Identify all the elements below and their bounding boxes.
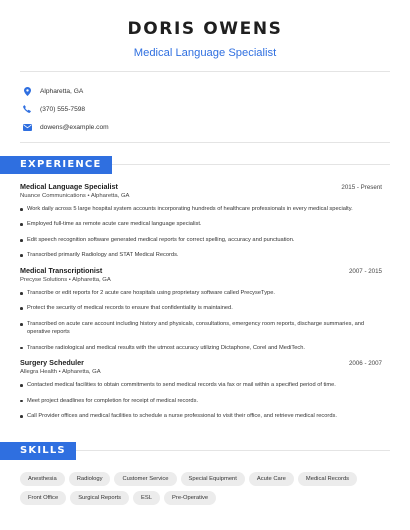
- job-bullet: Call Provider offices and medical facilities to schedule a nurse professional to visit their office, and retrieve medical records.: [20, 412, 382, 420]
- job-bullet: Edit speech recognition software generated medical reports for correct spelling, accuracy and punctuation.: [20, 236, 382, 244]
- experience-heading: EXPERIENCE: [0, 156, 112, 174]
- skill-chip: Acute Care: [249, 472, 294, 486]
- skills-list: [0, 460, 410, 505]
- contact-list: [0, 72, 410, 136]
- skill-chip: Front Office: [20, 491, 66, 505]
- divider: [20, 142, 390, 143]
- job-bullet: Transcribe radiological and medical results with the utmost accuracy utilizing Dictaphone, Corel and MediTech.: [20, 344, 382, 352]
- job-company: Nuance Communications • Alpharetta, GA: [20, 193, 130, 199]
- job-bullet: Contacted medical facilities to obtain commitments to send medical records via fax or mail within a specified period of time.: [20, 381, 382, 389]
- skills-heading: SKILLS: [0, 442, 76, 460]
- job-position: Medical Language Specialist: [20, 182, 118, 191]
- resume-header: [0, 0, 410, 60]
- job-entry: [0, 182, 410, 260]
- skill-chip: Pre-Operative: [164, 491, 216, 505]
- job-dates: 2006 - 2007: [348, 360, 382, 368]
- job-position: Medical Transcriptionist: [20, 265, 103, 275]
- contact-location: [22, 82, 410, 100]
- experience-section-header: [0, 156, 410, 174]
- skill-chip: Customer Service: [114, 472, 176, 486]
- location-pin-icon: [22, 86, 32, 96]
- job-bullet: Employed full-time as remote acute care medical language specialist.: [20, 220, 382, 228]
- job-dates: 2007 - 2015: [348, 267, 382, 275]
- contact-email-text: dowens@example.com: [40, 123, 109, 131]
- job-bullets: [20, 205, 382, 260]
- contact-phone-text: (370) 555-7598: [40, 105, 86, 113]
- job-bullet: Meet project deadlines for completion for receipt of medical records.: [20, 397, 382, 405]
- job-title-headline: Medical Language Specialist: [133, 47, 277, 59]
- skill-chip: Surgical Reports: [70, 491, 129, 505]
- skill-chip: Radiology: [69, 472, 111, 486]
- candidate-name: DORIS OWENS: [127, 19, 283, 39]
- contact-phone: [22, 100, 410, 118]
- skills-section-header: [0, 442, 410, 460]
- job-bullets: [20, 289, 382, 352]
- skill-chip: ESL: [133, 491, 160, 505]
- job-bullets: [20, 381, 382, 420]
- job-company: Allegra Health • Alpharetta, GA: [20, 369, 101, 376]
- contact-location-text: Alpharetta, GA: [40, 87, 84, 95]
- skill-chip: Anesthesia: [20, 472, 65, 486]
- contact-email: [22, 118, 410, 136]
- skill-chip: Medical Records: [298, 472, 357, 486]
- phone-icon: [22, 104, 32, 114]
- job-bullet: Transcribed on acute care account including history and physicals, consultations, emergency room reports, discharge summaries, and operative reports: [20, 320, 382, 337]
- envelope-icon: [22, 122, 32, 132]
- job-dates: 2015 - Present: [341, 184, 382, 191]
- job-entry: [0, 358, 410, 420]
- skill-chip: Special Equipment: [181, 472, 245, 486]
- job-bullet: Protect the security of medical records to ensure that confidentiality is maintained.: [20, 304, 382, 312]
- job-bullet: Work daily across 5 large hospital system accounts incorporating hundreds of healthcare professionals in every medical specialty.: [20, 205, 382, 213]
- job-position: Surgery Scheduler: [20, 358, 84, 368]
- job-company: Precyse Solutions • Alpharetta, GA: [20, 276, 111, 283]
- job-bullet: Transcribed primarily Radiology and STAT Medical Records.: [20, 251, 382, 259]
- job-bullet: Transcribe or edit reports for 2 acute care hospitals using proprietary software called PrecyseType.: [20, 289, 382, 297]
- job-entry: [0, 266, 410, 352]
